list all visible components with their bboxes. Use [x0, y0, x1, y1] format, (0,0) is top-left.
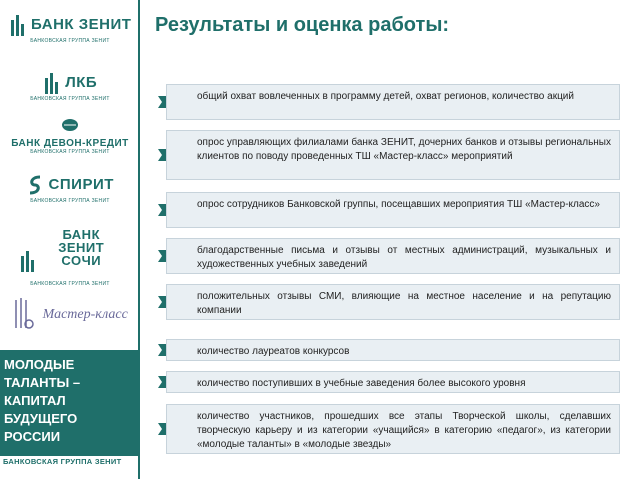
- slogan-box: [0, 350, 138, 456]
- list-item: опрос сотрудников Банковской группы, посещавших мероприятия ТШ «Мастер-класс»: [166, 192, 620, 228]
- logo-name: СПИРИТ: [48, 176, 114, 194]
- logo-bank-zenit: [8, 12, 132, 44]
- list-item: благодарственные письма и отзывы от местных администраций, музыкальных и художественных учебных заведений: [166, 238, 620, 274]
- zenit-mark-icon: [9, 12, 27, 38]
- logo-sub: БАНКОВСКАЯ ГРУППА ЗЕНИТ: [30, 280, 110, 287]
- logo-zenit-sochi: [8, 228, 132, 287]
- lkb-mark-icon: [43, 70, 61, 96]
- logo-name: ЛКБ: [65, 74, 98, 92]
- list-item: положительных отзывы СМИ, влияющие на местное население и на репутацию компании: [166, 284, 620, 320]
- logo-devon-credit: [8, 112, 132, 155]
- logo-master-class: [8, 294, 132, 334]
- logo-sub: БАНКОВСКАЯ ГРУППА ЗЕНИТ: [30, 149, 110, 155]
- logo-lkb: [8, 70, 132, 102]
- page-title: Результаты и оценка работы:: [155, 14, 450, 36]
- logo-name: Мастер-класс: [42, 307, 128, 323]
- list-item: общий охват вовлеченных в программу детей, охват регионов, количество акций: [166, 84, 620, 120]
- music-notes-icon: [12, 294, 38, 334]
- list-item: количество лауреатов конкурсов: [166, 339, 620, 361]
- sochi-mark-icon: [19, 241, 37, 281]
- devon-leaf-icon: [61, 112, 79, 138]
- logo-name: БАНК ЗЕНИТ СОЧИ: [58, 227, 105, 268]
- list-item: количество участников, прошедших все этапы Творческой школы, сделавших творческую карьеру и из категории «учащийся» в категорию «педагог», из категории «молодые таланты» в «молодые звезды»: [166, 404, 620, 454]
- list-item: количество поступивших в учебные заведения более высокого уровня: [166, 371, 620, 393]
- logo-sub: БАНКОВСКАЯ ГРУППА ЗЕНИТ: [30, 38, 110, 44]
- list-item: опрос управляющих филиалами банка ЗЕНИТ, дочерних банков и отзывы региональных клиентов по поводу проведенных ТШ «Мастер-класс» мероприятий: [166, 130, 620, 180]
- logo-sub: БАНКОВСКАЯ ГРУППА ЗЕНИТ: [30, 96, 110, 102]
- logo-name: БАНК ЗЕНИТ: [31, 16, 132, 34]
- slogan-text: МОЛОДЫЕ ТАЛАНТЫ – КАПИТАЛ БУДУЩЕГО РОССИИ: [4, 357, 81, 444]
- spirit-mark-icon: [26, 172, 44, 198]
- logo-spirit: [8, 172, 132, 204]
- footer-group-name: БАНКОВСКАЯ ГРУППА ЗЕНИТ: [3, 457, 122, 466]
- logo-name: БАНК ДЕВОН-КРЕДИТ: [11, 138, 129, 149]
- logo-sub: БАНКОВСКАЯ ГРУППА ЗЕНИТ: [30, 198, 110, 204]
- logo-sidebar: [0, 0, 140, 479]
